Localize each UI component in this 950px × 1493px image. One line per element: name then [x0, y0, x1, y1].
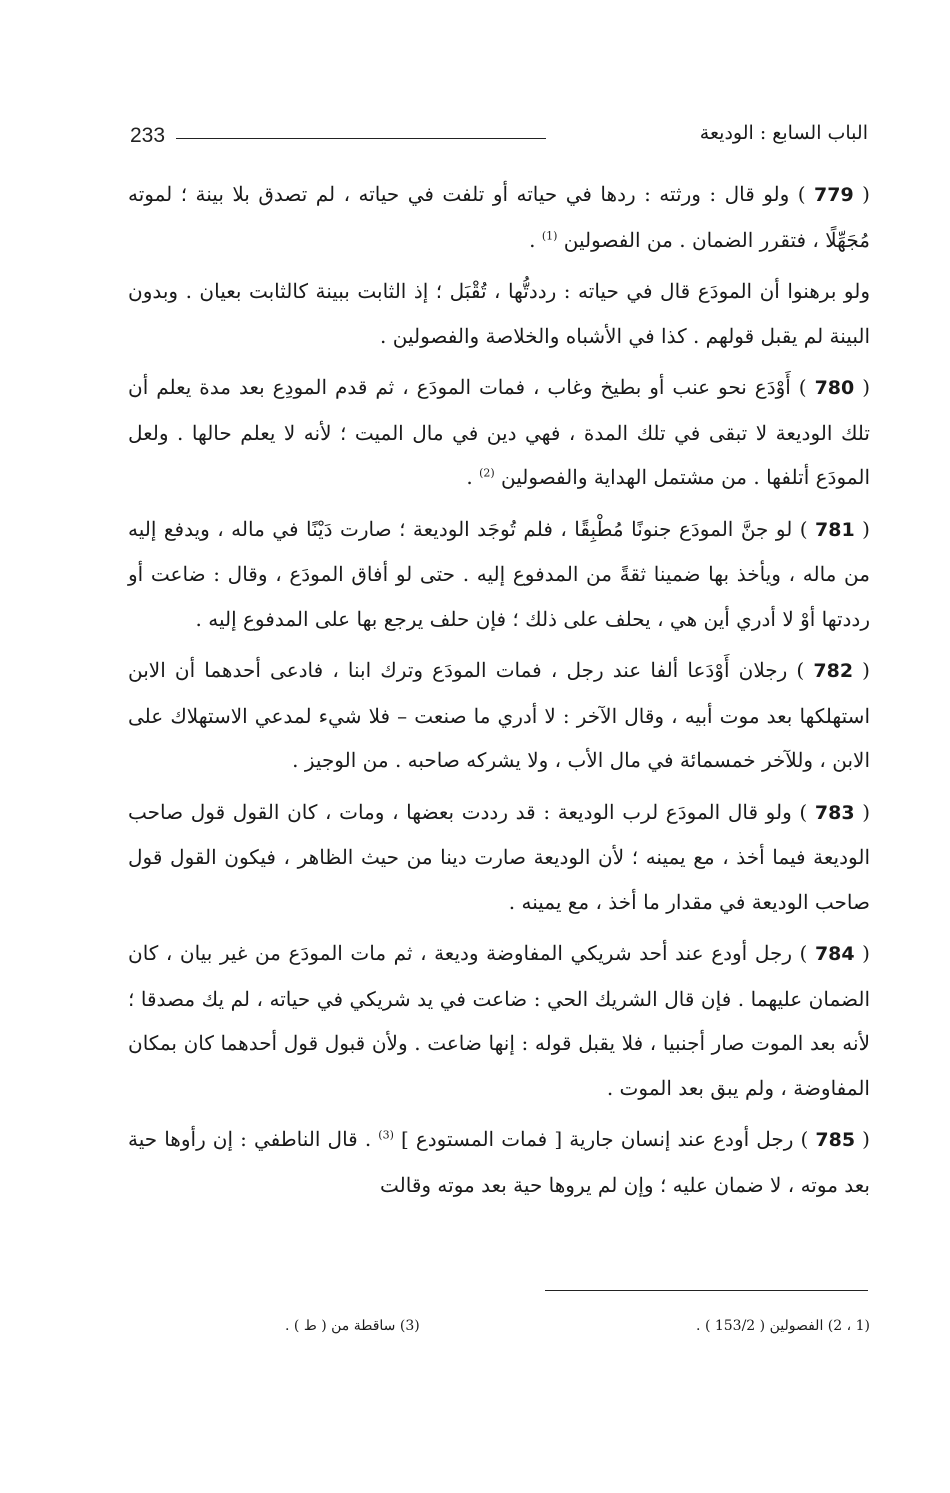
paragraph-text: ولو قال : ورثته : ردها في حياته أو تلفت في حياته ، لم تصدق بلا بينة ؛ لموته مُجَهِّلًا ، فتقرر الضمان . من الفصولين — [128, 182, 870, 252]
paragraph-number: ( 784 ) — [791, 941, 870, 965]
paragraph-tail: . — [529, 227, 542, 252]
footnotes — [130, 1318, 870, 1346]
paragraph-text: لو جنَّ المودَع جنونًا مُطْبِقًا ، فلم تُوجَد الوديعة ؛ صارت دَيْنًا في ماله ، ويدفع إليه من ماله ، ويأخذ بها ضمينا ثقةً من المدفوع إليه . حتى لو أفاق المودَع ، وقال : ضاعت أو رددتها أوْ لا أدري أين هي ، يحلف على ذلك ؛ فإن حلف يرجع بها على المدفوع إليه . — [128, 516, 870, 631]
paragraph — [128, 931, 870, 1110]
paragraph-tail: . قال الناطفي : إن رأوها حية بعد موته ، لا ضمان عليه ؛ وإن لم يروها حية بعد موته وقالت — [128, 1127, 870, 1197]
paragraph-number: ( 783 ) — [791, 799, 870, 824]
paragraph-tail: . — [466, 465, 480, 489]
running-title: الباب السابع : الوديعة — [699, 122, 868, 144]
paragraph-number-value: 782 — [813, 660, 854, 682]
page-number: 233 — [130, 124, 166, 147]
paragraph — [128, 790, 870, 925]
paragraph-text: ولو قال المودَع لرب الوديعة : قد رددت بعضها ، ومات ، كان القول قول صاحب الوديعة فيما أخذ ، مع يمينه ؛ لأن الوديعة صارت دينا من حيث الظاهر ، فيكون القول قول صاحب الوديعة في مقدار ما أخذ ، مع يمينه . — [128, 799, 870, 914]
paragraph-number: ( 782 ) — [787, 658, 870, 682]
paragraph-number: ( 779 ) — [789, 182, 870, 206]
page-body — [128, 172, 870, 1214]
paragraph-number: ( 785 ) — [793, 1127, 870, 1151]
paragraph-number: ( 780 ) — [790, 375, 870, 399]
paragraph-number-value: 780 — [814, 377, 855, 399]
paragraph-text: ولو برهنوا أن المودَع قال في حياته : رددتُّها ، تُقْبَل ؛ إذ الثابت ببينة كالثابت بعيان . وبدون البينة لم يقبل قولهم . كذا في الأشباه والخلاصة والفصولين . — [128, 279, 870, 348]
paragraph-text: رجل أودع عند أحد شريكي المفاوضة وديعة ، ثم مات المودَع من غير بيان ، كان الضمان عليهما . فإن قال الشريك الحي : ضاعت في يد شريكي في حياته ، لم يك مصدقا ؛ لأنه بعد الموت صار أجنبيا ، فلا يقبل قوله : إنها ضاعت . ولأن قبول قول أحدهما كان بمكان المفاوضة ، ولم يبق بعد الموت . — [128, 941, 870, 1100]
paragraph — [128, 648, 870, 783]
page-header — [130, 120, 868, 160]
footnote-marker: (3) — [378, 1128, 394, 1142]
paragraph-text: رجلان أَوْدَعا ألفا عند رجل ، فمات المودَع وترك ابنا ، فادعى أحدهما أن الابن استهلكها بعد موت أبيه ، وقال الآخر : لا أدري ما صنعت – فلا شيء لمدعي الاستهلاك على الابن ، وللآخر خمسمائة في مال الأب ، ولا يشركه صاحبه . من الوجيز . — [128, 658, 870, 772]
paragraph-text: أَوْدَع نحو عنب أو بطيخ وغاب ، فمات المودَع ، ثم قدم المودِع بعد مدة يعلم أن تلك الوديعة لا تبقى في تلك المدة ، فهي دين في مال الميت ؛ لأنه لا يعلم حالها . ولعل المودَع أتلفها . من مشتمل الهداية والفصولين — [128, 375, 870, 489]
footnote-rule — [545, 1290, 868, 1291]
footnote-1-2: (1 ، 2) الفصولين ( 153/2 ) . — [696, 1318, 870, 1334]
paragraph-number-value: 779 — [814, 184, 854, 206]
paragraph — [128, 269, 870, 358]
paragraph — [128, 1117, 870, 1207]
footnote-3: (3) ساقطة من ( ط ) . — [285, 1318, 420, 1334]
paragraph — [128, 172, 870, 262]
header-rule — [176, 138, 546, 139]
footnote-marker: (2) — [479, 466, 495, 480]
paragraph-number-value: 784 — [814, 943, 855, 965]
paragraph — [128, 507, 870, 642]
paragraph-text: رجل أودع عند إنسان جارية [ فمات المستودع ] — [400, 1127, 794, 1151]
paragraph-number-value: 785 — [815, 1129, 856, 1151]
paragraph-number-value: 783 — [814, 801, 855, 824]
paragraph-number: ( 781 ) — [792, 516, 870, 541]
paragraph-number-value: 781 — [815, 518, 855, 541]
paragraph — [128, 365, 870, 500]
footnote-marker: (1) — [541, 228, 558, 242]
